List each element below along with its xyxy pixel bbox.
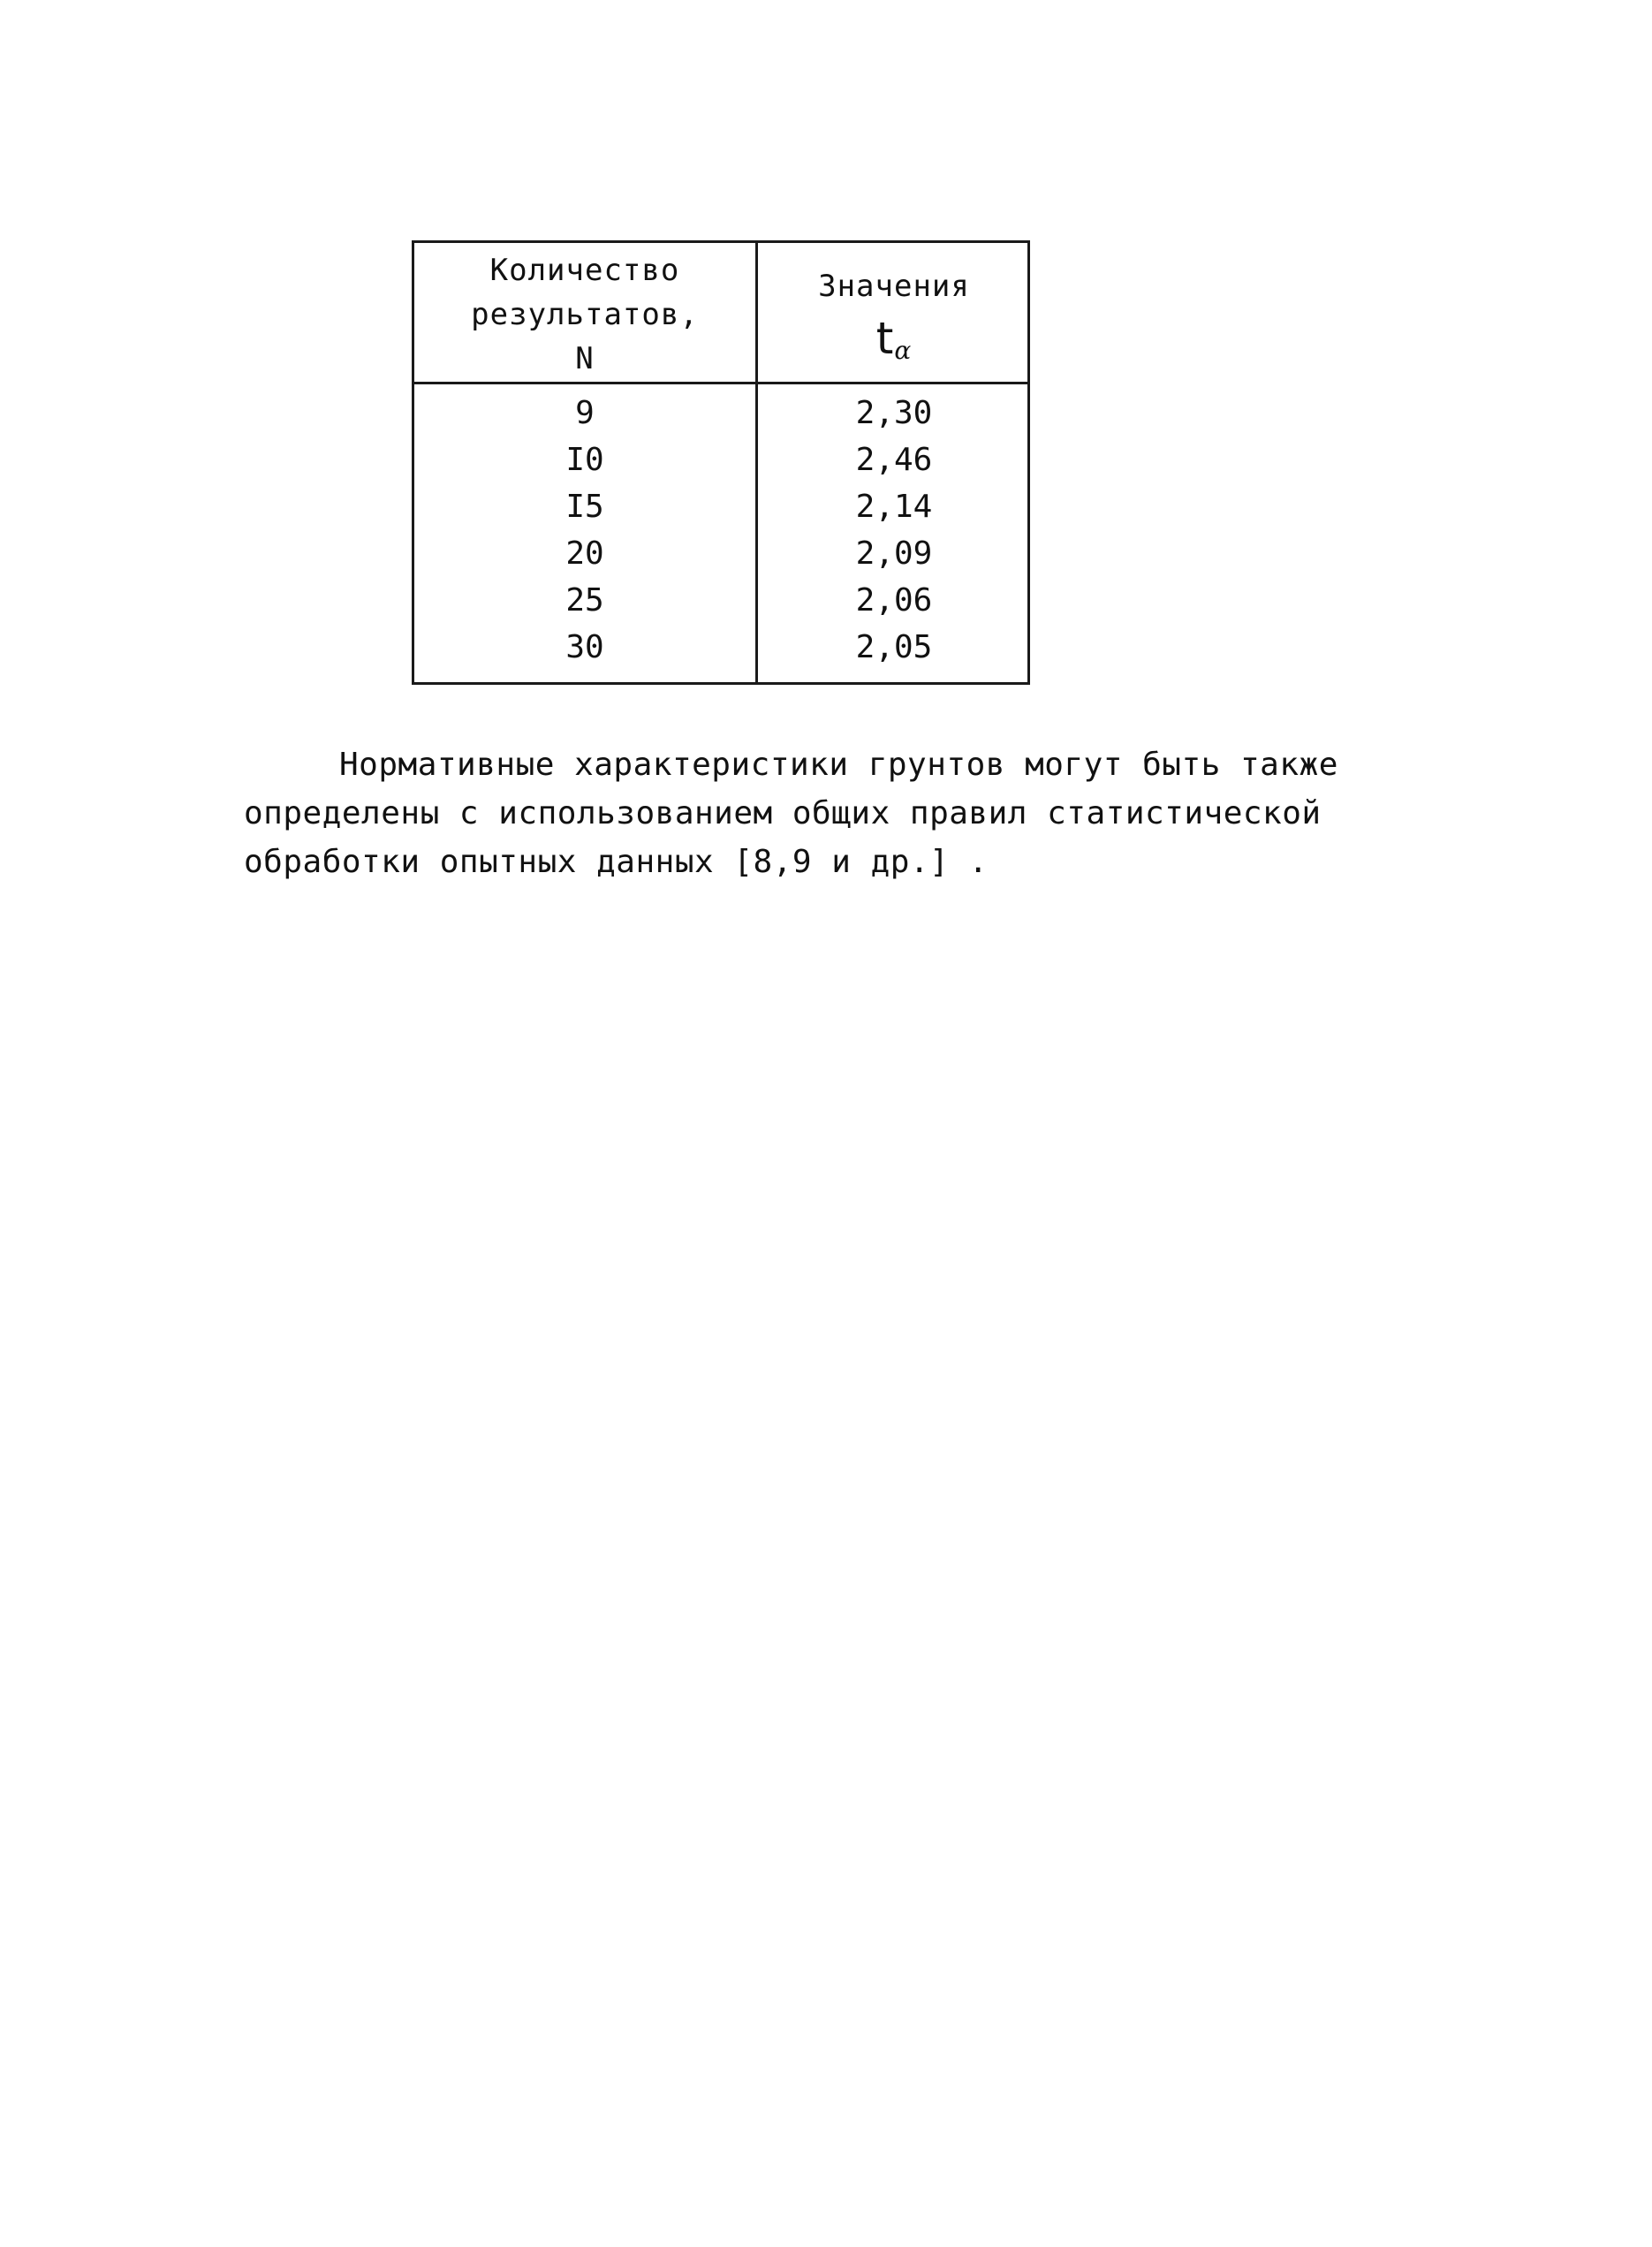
t-symbol: t xyxy=(875,313,895,364)
t-alpha-symbol xyxy=(876,315,913,374)
value-cell: 2,30 xyxy=(855,395,933,431)
table-row xyxy=(414,624,1027,671)
table-row xyxy=(414,530,1027,577)
table-row xyxy=(414,436,1027,483)
header-divider xyxy=(414,382,1027,384)
alpha-subscript: α xyxy=(894,336,913,365)
count-cell: 30 xyxy=(565,629,604,665)
value-column-header xyxy=(758,264,1030,374)
paragraph-line: обработки опытных данных [8,9 и др.] . xyxy=(244,844,989,880)
count-cell: 20 xyxy=(565,535,604,572)
table-row xyxy=(414,483,1027,530)
count-column-header xyxy=(414,248,755,381)
value-cell: 2,06 xyxy=(855,582,933,619)
value-cell: 2,46 xyxy=(855,442,933,478)
count-cell: 25 xyxy=(565,582,604,619)
count-cell: I5 xyxy=(565,489,604,525)
count-header-line: Количество xyxy=(489,253,680,288)
value-cell: 2,05 xyxy=(855,629,933,665)
value-cell: 2,09 xyxy=(855,535,933,572)
count-header-line: результатов, xyxy=(471,297,699,332)
count-cell: I0 xyxy=(565,442,604,478)
value-cell: 2,14 xyxy=(855,489,933,525)
table-row xyxy=(414,390,1027,436)
paragraph-line: определены с использованием общих правил статистической xyxy=(244,795,1322,831)
student-coefficient-table xyxy=(412,240,1030,685)
value-header-label: Значения xyxy=(818,269,970,304)
table-body xyxy=(414,390,1027,671)
table-row xyxy=(414,577,1027,624)
count-cell: 9 xyxy=(575,395,595,431)
count-header-line: N xyxy=(575,341,595,376)
body-paragraph xyxy=(244,740,1410,886)
paragraph-line: Нормативные характеристики грунтов могут быть также xyxy=(339,747,1338,783)
